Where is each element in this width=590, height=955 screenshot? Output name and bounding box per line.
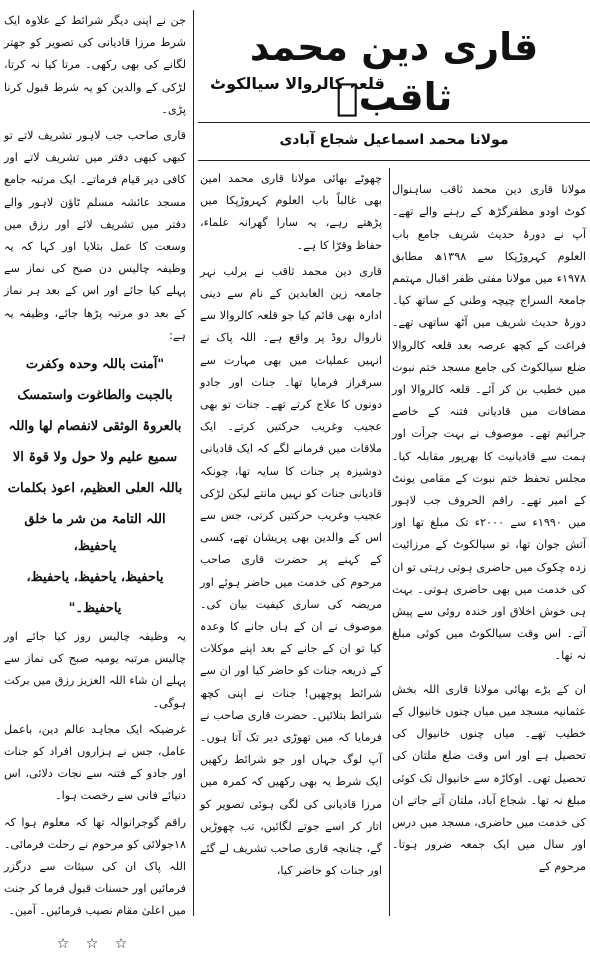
paragraph: جن نے اپنی دیگر شرائط کے علاوہ ایک شرط مرزا قادیانی کی تصویر کو جھتر لگانے کی بھی رکھی۔ مرتا کیا نہ کرتا، لڑکی کے والدین کو یہ شرط قبول کرنا پڑی۔: [4, 14, 186, 116]
article-title: قاری دین محمد ثاقبؒ: [249, 25, 539, 119]
arabic-line: بالعروۃ الوثقی لانفصام لھا واللہ: [8, 419, 182, 435]
paragraph: ان کے بڑے بھائی مولانا قاری اللہ بخش عثمانیہ مسجد میں میاں چنوں خانیوال کے خطیب تھے۔ میاں چنوں خانیوال کی تحصیل ہے اور اس وقت ضلع ملتان کی تحصیل تھی۔ اوکاڑہ سے خانیوال تک کوئی مبلغ نہ تھا۔ شجاع آباد، ملتان آتے جاتے ان کی خدمت میں حاضری، مسجد میں درس اور سال میں ایک جمعہ ضرور ہوتا۔ مرحوم کے: [392, 682, 586, 874]
end-stars: ☆ ☆ ☆: [56, 935, 134, 952]
arabic-line: باللہ العلی العظیم، اعوذ بکلمات: [7, 481, 183, 497]
article-header: [198, 22, 590, 122]
column-right: [392, 168, 590, 890]
header-rule-bottom: [198, 160, 590, 161]
arabic-line: یاحفیظ، یاحفیظ، یاحفیظ،: [26, 570, 164, 586]
column-middle: [196, 168, 386, 920]
arabic-line: سمیع علیم ولا حول ولا قوۃ الا: [12, 450, 178, 466]
arabic-line: یاحفیظ۔": [68, 601, 122, 617]
column-left: [0, 10, 190, 952]
article-subtitle: قلعہ کالروالا سیالکوٹ: [210, 74, 385, 93]
column-divider-right: [389, 168, 390, 916]
arabic-supplication: [4, 351, 186, 622]
header-rule-top: [198, 122, 590, 123]
arabic-line: "آمنت باللہ وحدہ وکفرت: [25, 357, 165, 373]
article-author: مولانا محمد اسماعیل شجاع آبادی: [279, 132, 509, 148]
column-divider-left: [193, 10, 194, 916]
paragraph: قاری صاحب جب لاہور تشریف لاتے تو کبھی کبھی دفتر میں تشریف لاتے اور کافی دیر قیام فرماتے۔ ایک مرتبہ جامع مسجد عائشہ مسلم ٹاؤن لاہور والے دفتر میں تشریف لائے اور رزق میں وسعت کا عمل بتلایا اور کہا کہ یہ وظیفہ چالیس دن صبح کی نماز سے پہلے کیا جائے اور اس کے بعد ہر نماز کے بعد دو مرتبہ پڑھا جائے، وظیفہ یہ ہے:: [4, 129, 186, 342]
arabic-line: اللہ التامۃ من شر ما خلق یاحفیظ،: [24, 512, 166, 555]
paragraph: قاری دین محمد ثاقب نے برلب نہر جامعہ زین العابدین کے نام سے دینی ادارہ بھی قائم کیا جو قلعہ کالروالا سے ناروال روڈ پر واقع ہے۔ اللہ پاک نے انہیں عملیات میں بھی مہارت سے سرفراز فرمایا تھا۔ جنات اور جادو دونوں کا علاج کرتے تھے۔ جنات تو بھی عجیب وغریب حرکتیں کرتے۔ ایک ملاقات میں فرمانے لگے کہ ایک قادیانی دوشیزہ پر جنات کا سایہ تھا، چونکہ قادیانی جنات کو نہیں مانتے لیکن لڑکی عجیب وغریب حرکتیں کرتی، جس سے اس کے والدین بھی پریشان تھے، کسی کے کہنے پر حضرت قاری صاحب مرحوم کی خدمت میں حاضر ہوئے اور مریضہ کی ساری کیفیت بیان کی۔ موصوف نے ان کے ہاں جانے کا وعدہ کیا تو ان کے جانے کے بعد اپنے موکلات کے ذریعہ جنات کو حاضر کیا اور ان سے شرائط پوچھیں! جنات نے اپنی کچھ شرائط بتلائیں۔ حضرت قاری صاحب نے فرمایا کہ میں تھوڑی دیر تک آتا ہوں۔ آپ لوگ جہاں اور جو شرائط رکھیں ایک شرط یہ بھی رکھیں کہ کمرہ میں مرزا قادیانی کی لگی ہوئی تصویر کو اتار کر اسے جوتے لگائیں، تب چھوڑیں گے، چنانچہ قاری صاحب تشریف لے گئے اور جنات کو حاضر کیا،: [200, 264, 382, 878]
paragraph: غرضیکہ ایک مجاہد عالم دین، باعمل عامل، جس نے ہزاروں افراد کو جنات اور جادو کے فتنہ سے نجات دلائی، اس دنیائے فانی سے رخصت ہوا۔: [4, 722, 186, 803]
paragraph: یہ وظیفہ چالیس روز کیا جائے اور چالیس مرتبہ یومیہ صبح کی نماز سے پہلے ان شاء اللہ العزیز رزق میں برکت ہوگی۔: [4, 630, 186, 710]
paragraph: چھوٹے بھائی مولانا قاری محمد امین بھی غالباً باب العلوم کہروڑپکا میں پڑھتے رہے، یہ سارا گھرانہ علماء، حفاظ وقرّا کا ہے۔: [200, 172, 382, 252]
paragraph: راقم گوجرانوالہ تھا کہ معلوم ہوا کہ ۱۸جولائی کو مرحوم نے رحلت فرمائی۔ اللہ پاک ان کی سیئات سے درگزر فرمائیں اور حسنات قبول فرما کر جنت میں اعلیٰ مقام نصیب فرمائیں۔ آمین۔: [4, 815, 186, 918]
arabic-line: بالجبت والطاغوت واستمسک: [17, 388, 173, 404]
paragraph: مولانا قاری دین محمد ثاقب ساہنوال کوٹ اودو مظفرگڑھ کے رہنے والے تھے۔ آپ نے دورۂ حدیث شریف جامع باب العلوم کہروڑپکا سے ۱۳۹۸ھ مطابق ۱۹۷۸ء میں مولانا مفتی ظفر اقبال مہتمم جامعۃ السراج چیچہ وطنی کے ساتھ کیا۔ دورۂ حدیث شریف میں آٹھ ساتھی تھے۔ فراغت کے کچھ عرصہ بعد قلعہ کالروالا ضلع سیالکوٹ کی جامع مسجد ختم نبوت میں خطیب بن کر آئے۔ قلعہ کالروالا اور مضافات میں قادیانی فتنہ کے خاصے جراثیم تھے۔ موصوف نے بہت جرأت اور ہمت سے قادیانیت کا بھرپور مقابلہ کیا۔ مجلس تحفظ ختم نبوت کے مقامی یونٹ کے امیر تھے۔ راقم الحروف جب لاہور میں ۱۹۹۰ء سے ۲۰۰۰ء تک مبلغ تھا اور آتش جوان تھا، تو سیالکوٹ کے مرزائیت زدہ چکوک میں حاضری ہوتی رہتی تو ان کی خدمت میں بھی حاضری ہوتی۔ بہت ہی خوش اخلاق اور خندہ روئی سے پیش آتے۔ اس وقت سیالکوٹ میں کوئی مبلغ نہ تھا۔: [392, 183, 587, 663]
